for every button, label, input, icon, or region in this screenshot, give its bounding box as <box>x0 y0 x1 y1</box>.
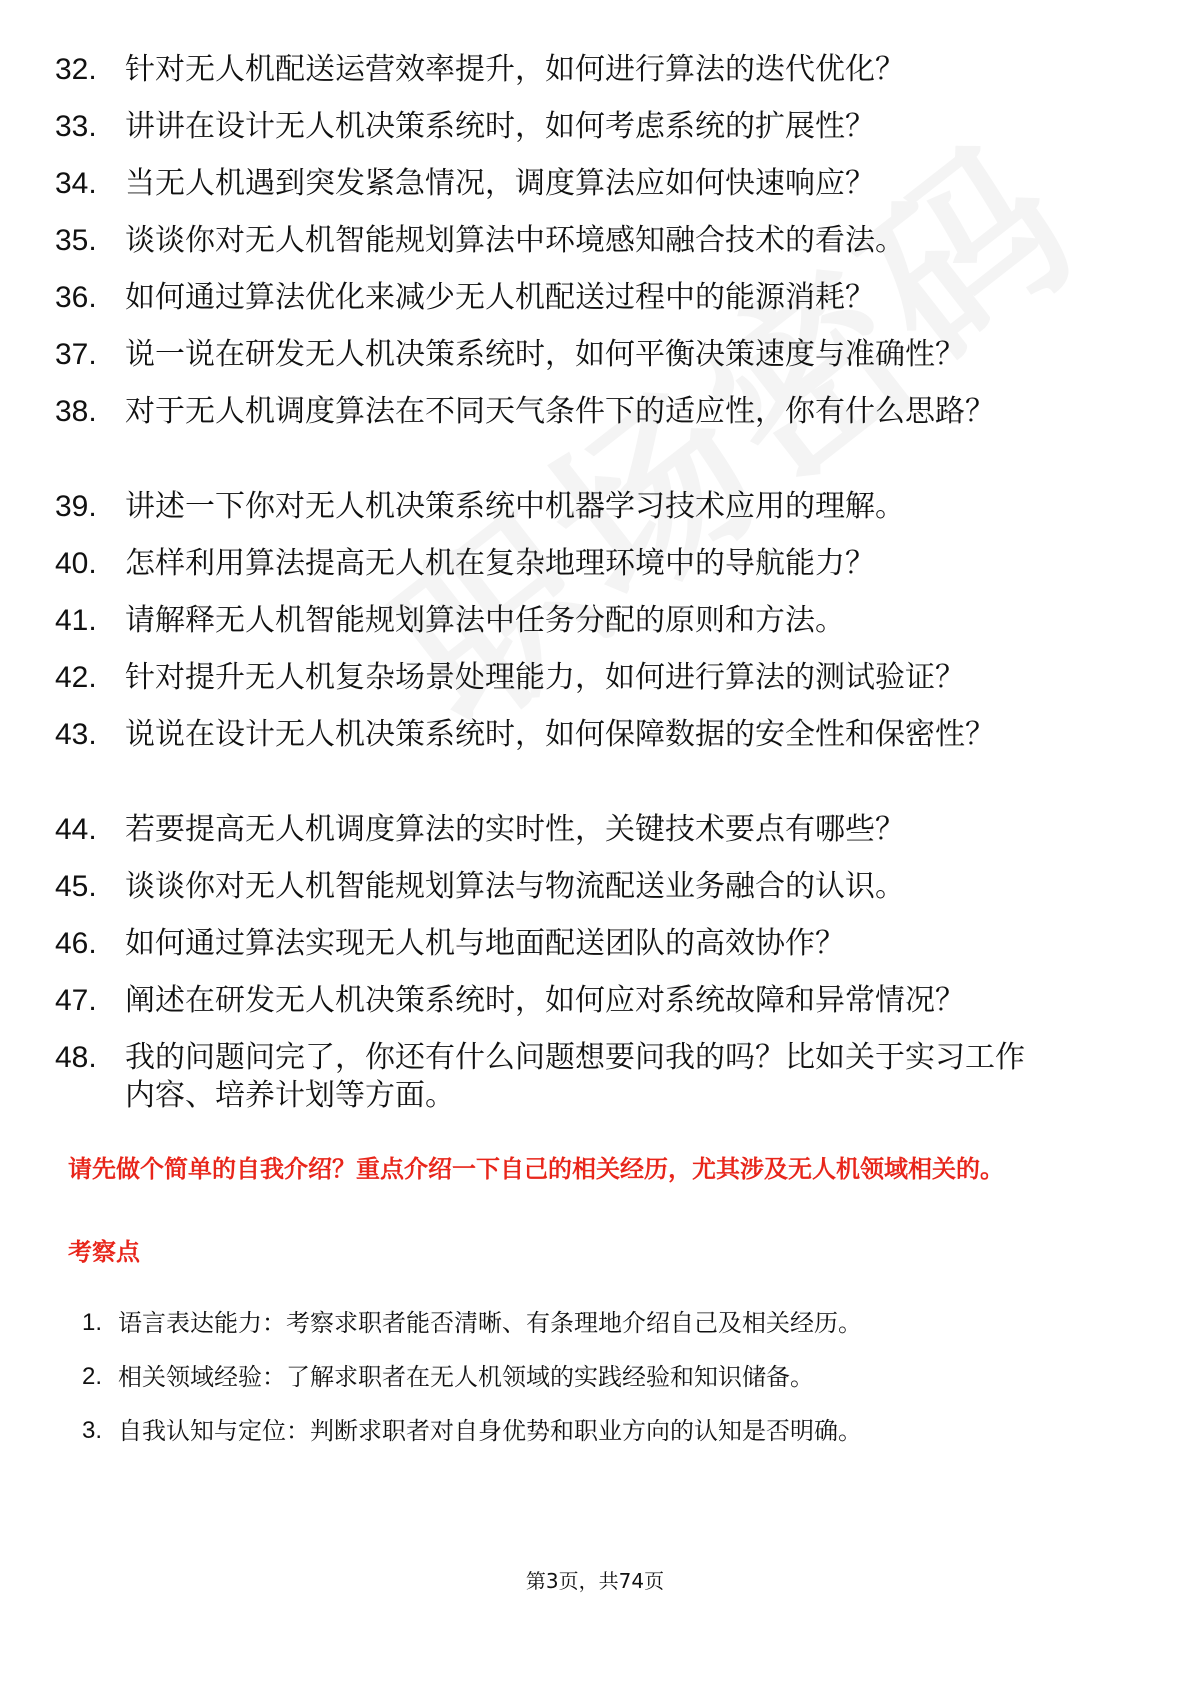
question-number: 35. <box>55 224 97 257</box>
question-item <box>55 868 1145 906</box>
assessment-point <box>82 1361 1132 1393</box>
question-number: 47. <box>55 984 97 1017</box>
question-item <box>55 602 1145 640</box>
question-number: 48. <box>55 1041 97 1074</box>
question-item <box>55 393 1015 431</box>
question-number: 32. <box>55 53 97 86</box>
question-item <box>55 659 1145 697</box>
question-item <box>55 336 1145 374</box>
point-number: 2. <box>82 1363 103 1390</box>
question-number: 41. <box>55 604 97 637</box>
question-text: 阐述在研发无人机决策系统时，如何应对系统故障和异常情况？ <box>125 983 965 1018</box>
question-item <box>55 51 1145 89</box>
question-item <box>55 545 1145 583</box>
point-text: 语言表达能力：考察求职者能否清晰、有条理地介绍自己及相关经历。 <box>118 1309 862 1337</box>
question-text: 怎样利用算法提高无人机在复杂地理环境中的导航能力？ <box>125 546 875 581</box>
question-item <box>55 488 1145 526</box>
question-item <box>55 279 1145 317</box>
question-number: 44. <box>55 813 97 846</box>
question-text: 若要提高无人机调度算法的实时性，关键技术要点有哪些？ <box>125 812 905 847</box>
point-text: 相关领域经验：了解求职者在无人机领域的实践经验和知识储备。 <box>118 1363 814 1391</box>
question-text: 说说在设计无人机决策系统时，如何保障数据的安全性和保密性？ <box>125 717 995 752</box>
question-number: 39. <box>55 490 97 523</box>
intro-question-heading: 请先做个简单的自我介绍？重点介绍一下自己的相关经历，尤其涉及无人机领域相关的。 <box>68 1155 1004 1183</box>
assessment-point <box>82 1415 1132 1447</box>
question-text: 如何通过算法实现无人机与地面配送团队的高效协作？ <box>125 926 845 961</box>
assessment-points-label: 考察点 <box>68 1238 140 1266</box>
question-text: 谈谈你对无人机智能规划算法中环境感知融合技术的看法。 <box>125 223 905 258</box>
question-number: 37. <box>55 338 97 371</box>
point-number: 3. <box>82 1417 103 1444</box>
assessment-point <box>82 1307 1132 1339</box>
question-number: 40. <box>55 547 97 580</box>
question-number: 33. <box>55 110 97 143</box>
question-text: 讲讲在设计无人机决策系统时，如何考虑系统的扩展性？ <box>125 109 875 144</box>
question-text: 讲述一下你对无人机决策系统中机器学习技术应用的理解。 <box>125 489 905 524</box>
question-item <box>55 716 1015 754</box>
question-text: 请解释无人机智能规划算法中任务分配的原则和方法。 <box>125 603 845 638</box>
question-text: 说一说在研发无人机决策系统时，如何平衡决策速度与准确性？ <box>125 337 965 372</box>
question-number: 42. <box>55 661 97 694</box>
question-item <box>55 222 1145 260</box>
page-footer: 第3页，共74页 <box>525 1569 665 1593</box>
question-item <box>55 925 1145 963</box>
question-text: 谈谈你对无人机智能规划算法与物流配送业务融合的认识。 <box>125 869 905 904</box>
question-number: 38. <box>55 395 97 428</box>
question-text: 如何通过算法优化来减少无人机配送过程中的能源消耗？ <box>125 280 875 315</box>
question-number: 36. <box>55 281 97 314</box>
question-number: 45. <box>55 870 97 903</box>
point-text: 自我认知与定位：判断求职者对自身优势和职业方向的认知是否明确。 <box>118 1417 862 1445</box>
point-number: 1. <box>82 1309 103 1336</box>
question-item <box>55 165 1145 203</box>
question-text: 我的问题问完了，你还有什么问题想要问我的吗？比如关于实习工作内容、培养计划等方面。 <box>125 1040 1025 1113</box>
question-item <box>55 1039 1045 1115</box>
question-number: 34. <box>55 167 97 200</box>
question-number: 43. <box>55 718 97 751</box>
question-number: 46. <box>55 927 97 960</box>
question-item <box>55 108 1145 146</box>
question-text: 针对无人机配送运营效率提升，如何进行算法的迭代优化？ <box>125 52 905 87</box>
question-text: 当无人机遇到突发紧急情况，调度算法应如何快速响应？ <box>125 166 875 201</box>
question-text: 针对提升无人机复杂场景处理能力，如何进行算法的测试验证？ <box>125 660 965 695</box>
question-item <box>55 811 1145 849</box>
question-text: 对于无人机调度算法在不同天气条件下的适应性，你有什么思路？ <box>125 394 995 429</box>
question-item <box>55 982 1145 1020</box>
